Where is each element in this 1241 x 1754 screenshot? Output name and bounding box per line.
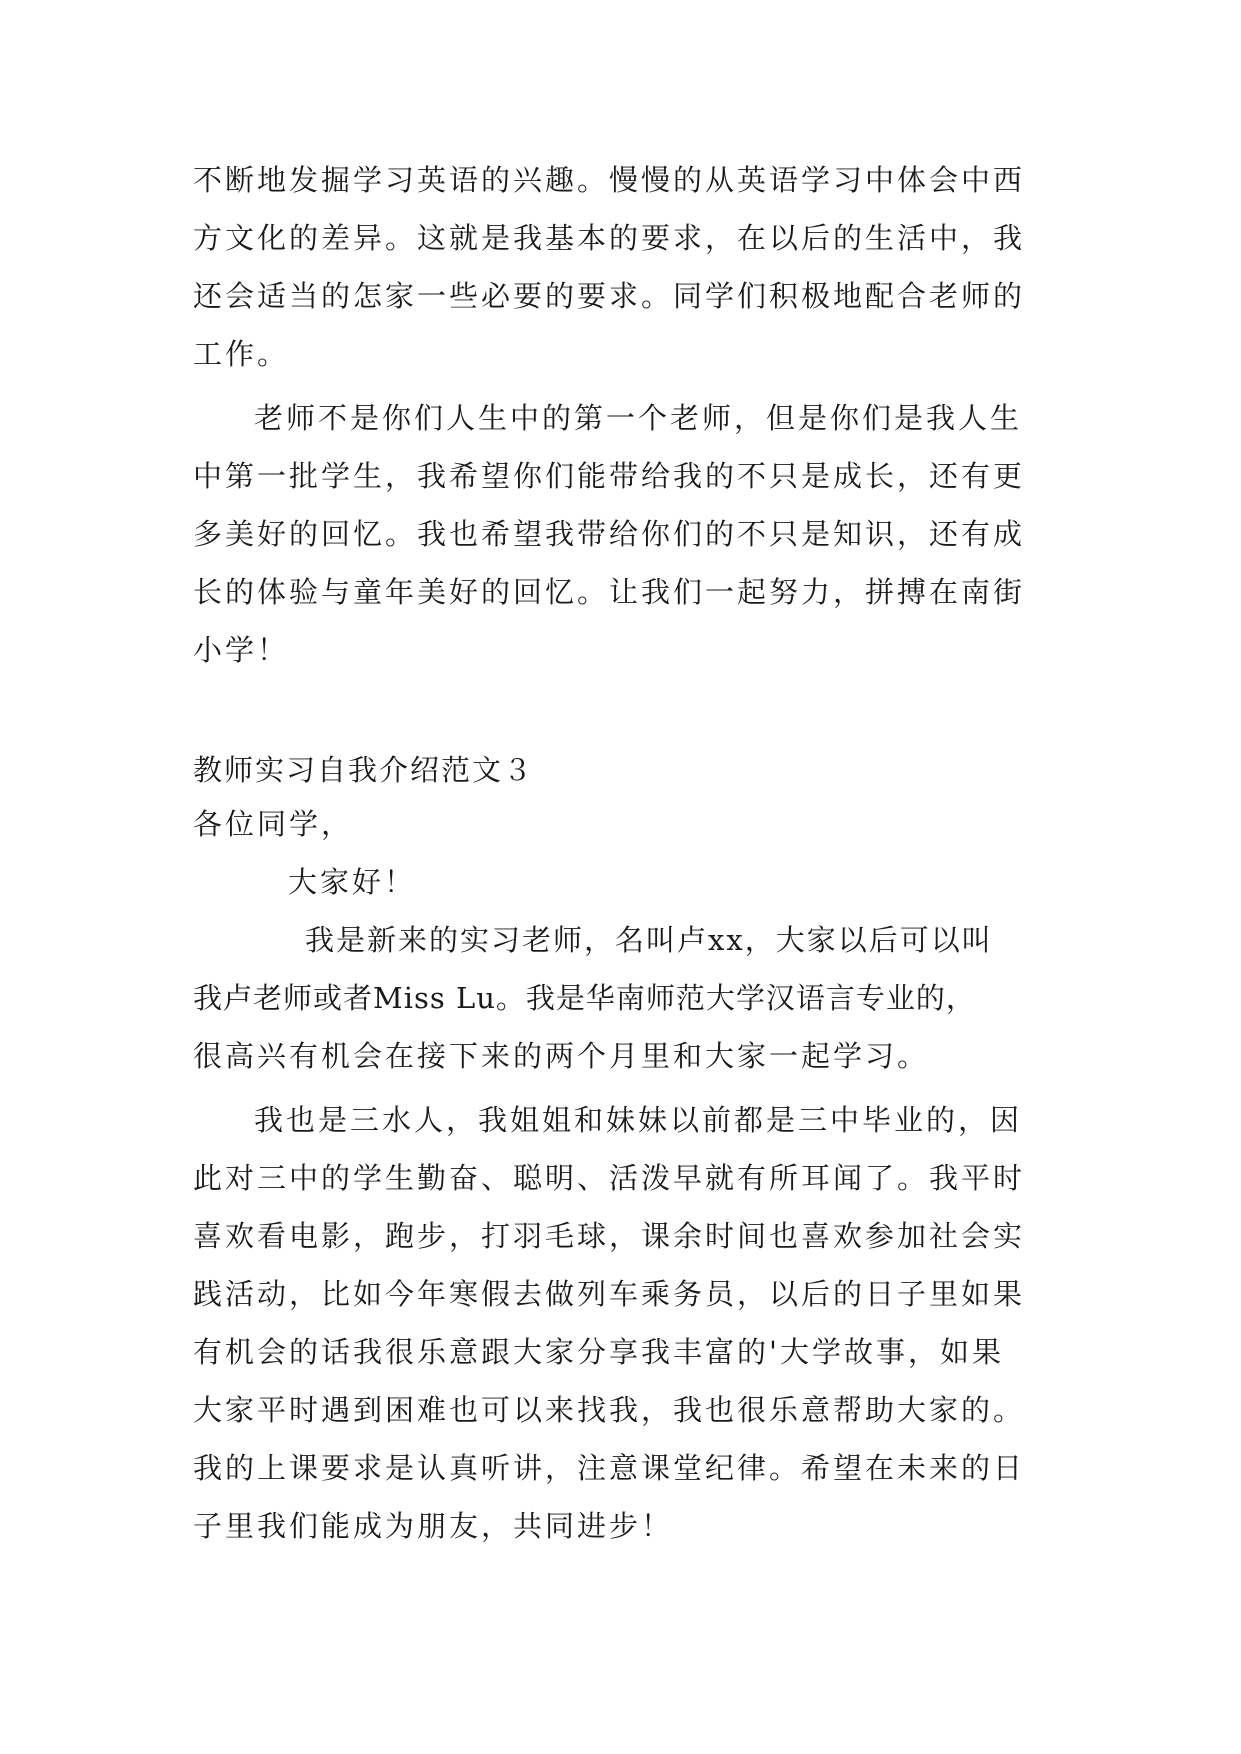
- greeting: 大家好！: [288, 865, 417, 899]
- paragraph-3-line-2: 我卢老师或者Miss Lu。我是华南师范大学汉语言专业的，: [193, 981, 976, 1015]
- paragraph-4-line-3: 喜欢看电影，跑步，打羽毛球，课余时间也喜欢参加社会实: [193, 1219, 1026, 1253]
- paragraph-4-line-6: 大家平时遇到困难也可以来找我，我也很乐意帮助大家的。: [193, 1393, 1026, 1427]
- paragraph-3-line-3: 很高兴有机会在接下来的两个月里和大家一起学习。: [193, 1039, 930, 1073]
- paragraph-1-line-1: 不断地发掘学习英语的兴趣。慢慢的从英语学习中体会中西: [193, 163, 1026, 197]
- paragraph-2-line-2: 中第一批学生，我希望你们能带给我的不只是成长，还有更: [193, 459, 1026, 493]
- paragraph-4-line-8: 子里我们能成为朋友，共同进步！: [193, 1509, 674, 1543]
- paragraph-3-line-1: 我是新来的实习老师，名叫卢xx，大家以后可以叫: [305, 923, 993, 957]
- paragraph-4-line-4: 践活动，比如今年寒假去做列车乘务员，以后的日子里如果: [193, 1277, 1026, 1311]
- paragraph-4-line-1: 我也是三水人，我姐姐和妹妹以前都是三中毕业的，因: [254, 1103, 1023, 1137]
- paragraph-2-line-4: 长的体验与童年美好的回忆。让我们一起努力，拼搏在南街: [193, 575, 1026, 609]
- paragraph-4-line-5: 有机会的话我很乐意跟大家分享我丰富的'大学故事，如果: [193, 1335, 1004, 1369]
- paragraph-1-line-2: 方文化的差异。这就是我基本的要求，在以后的生活中，我: [193, 221, 1026, 255]
- paragraph-2-line-3: 多美好的回忆。我也希望我带给你们的不只是知识，还有成: [193, 517, 1026, 551]
- paragraph-4-line-2: 此对三中的学生勤奋、聪明、活泼早就有所耳闻了。我平时: [193, 1161, 1026, 1195]
- paragraph-1-line-3: 还会适当的怎家一些必要的要求。同学们积极地配合老师的: [193, 279, 1026, 313]
- section-title: 教师实习自我介绍范文３: [193, 753, 535, 787]
- paragraph-1-line-4: 工作。: [193, 337, 290, 371]
- salutation: 各位同学，: [193, 807, 354, 841]
- paragraph-2-line-1: 老师不是你们人生中的第一个老师，但是你们是我人生: [254, 401, 1023, 435]
- paragraph-2-line-5: 小学！: [193, 633, 290, 667]
- paragraph-4-line-7: 我的上课要求是认真听讲，注意课堂纪律。希望在未来的日: [193, 1451, 1026, 1485]
